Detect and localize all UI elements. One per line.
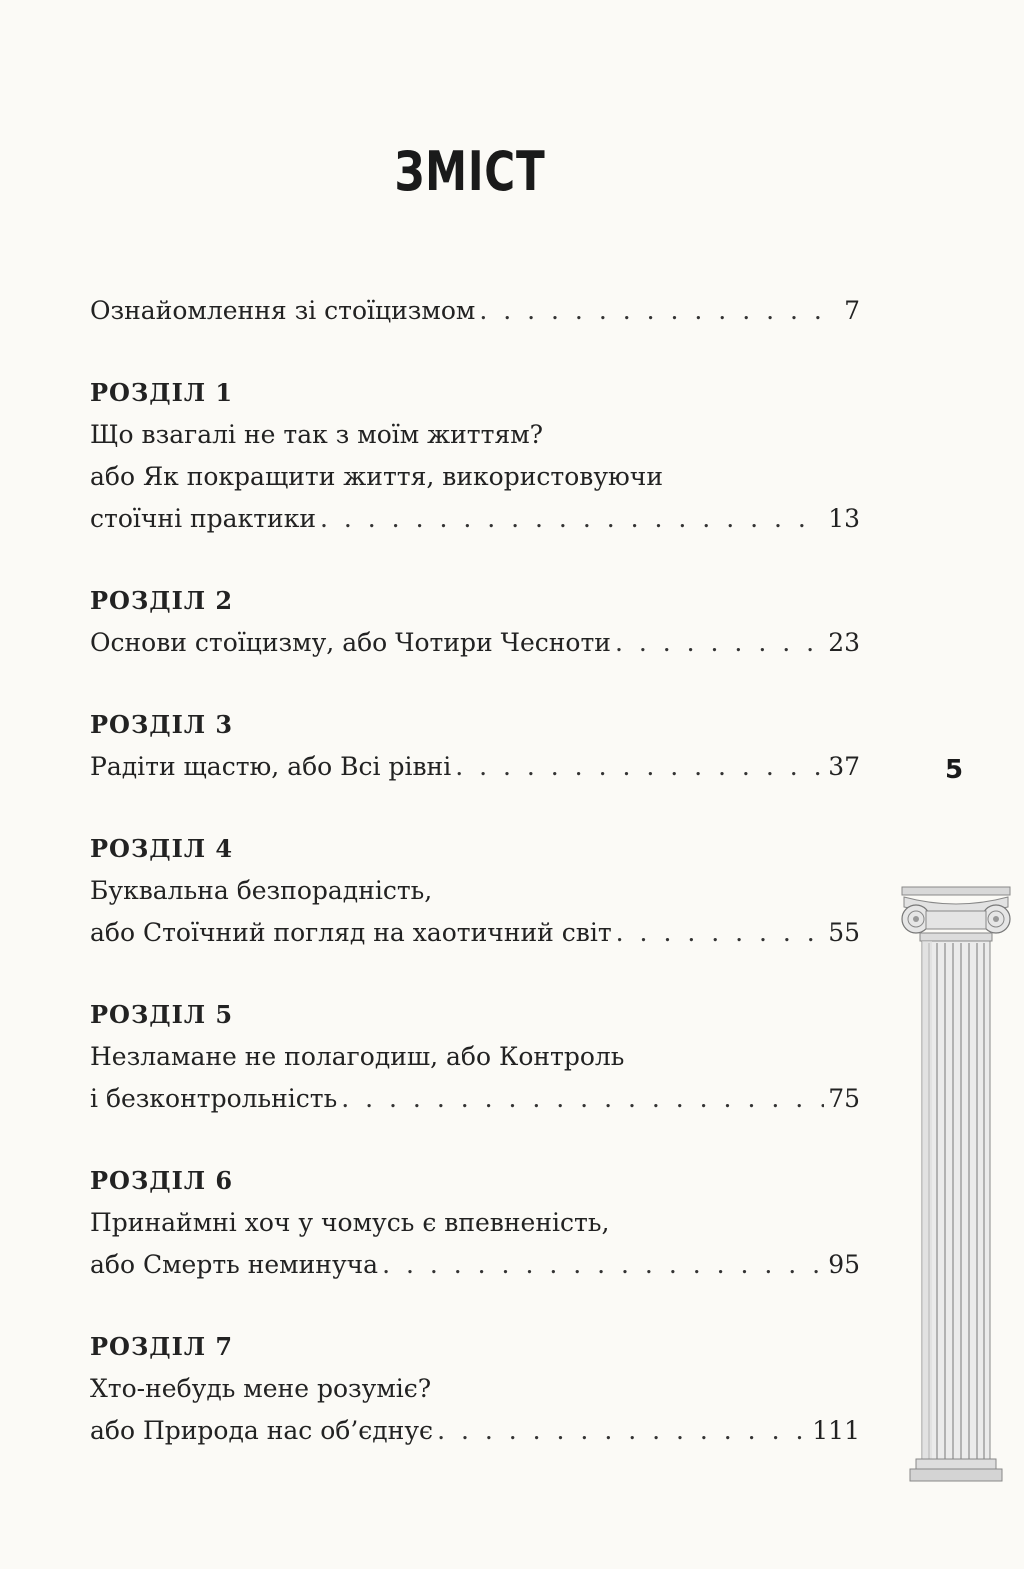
toc-chapter-6[interactable] (90, 1160, 860, 1286)
ionic-column-icon (896, 885, 1016, 1485)
toc-page-number: 95 (828, 1250, 860, 1279)
chapter-title-line: стоїчні практики (90, 504, 316, 533)
toc-chapter-5[interactable] (90, 994, 860, 1120)
chapter-title-line: або Смерть неминуча (90, 1250, 379, 1279)
chapter-label: РОЗДІЛ 3 (90, 710, 234, 739)
page-title: ЗМІСТ (394, 140, 546, 203)
chapter-label: РОЗДІЛ 4 (90, 834, 234, 863)
chapter-title-line: Основи стоїцизму, або Чотири Чесноти (90, 628, 611, 657)
toc-page-number: 13 (828, 504, 860, 533)
toc-chapter-4[interactable] (90, 828, 860, 954)
toc-page-number: 75 (828, 1084, 860, 1113)
chapter-title-line: Буквальна безпорадність, (90, 876, 433, 905)
chapter-label: РОЗДІЛ 5 (90, 1000, 234, 1029)
chapter-label: РОЗДІЛ 2 (90, 586, 234, 615)
toc-entry-line (90, 1244, 860, 1286)
chapter-title-line: Принаймні хоч у чомусь є впевненість, (90, 1208, 610, 1237)
chapter-title-line: Радіти щастю, або Всі рівні (90, 752, 452, 781)
chapter-title-line: і безконтрольність (90, 1084, 338, 1113)
dot-leader (479, 290, 840, 332)
chapter-title-line: або Природа нас об’єднує (90, 1416, 434, 1445)
toc-entry-line (90, 622, 860, 664)
chapter-label: РОЗДІЛ 1 (90, 378, 234, 407)
toc-entry-line (90, 1078, 860, 1120)
chapter-title-line: Хто-небудь мене розуміє? (90, 1374, 432, 1403)
toc-entry-line (90, 1410, 860, 1452)
table-of-contents (90, 290, 860, 1452)
toc-chapter-1[interactable] (90, 372, 860, 540)
dot-leader (455, 746, 824, 788)
dot-leader (341, 1078, 824, 1120)
toc-entry-line (90, 912, 860, 954)
dot-leader (437, 1410, 808, 1452)
toc-entry-intro[interactable] (90, 290, 860, 332)
dot-leader (615, 622, 824, 664)
toc-chapter-2[interactable] (90, 580, 860, 664)
dot-leader (320, 498, 824, 540)
toc-page-number: 37 (828, 752, 860, 781)
page-number: 5 (945, 755, 964, 785)
chapter-title-line: або Як покращити життя, використовуючи (90, 462, 663, 491)
dot-leader (382, 1244, 824, 1286)
dot-leader (616, 912, 825, 954)
toc-chapter-7[interactable] (90, 1326, 860, 1452)
toc-entry-title: Ознайомлення зі стоїцизмом (90, 296, 476, 325)
toc-entry-line (90, 498, 860, 540)
toc-page-number: 111 (812, 1416, 860, 1445)
chapter-title-line: Що взагалі не так з моїм життям? (90, 420, 544, 449)
toc-entry-line (90, 746, 860, 788)
toc-chapter-3[interactable] (90, 704, 860, 788)
toc-page-number: 7 (844, 296, 860, 325)
toc-page-number: 55 (828, 918, 860, 947)
toc-page-number: 23 (828, 628, 860, 657)
chapter-title-line: Незламане не полагодиш, або Контроль (90, 1042, 625, 1071)
chapter-title-line: або Стоїчний погляд на хаотичний світ (90, 918, 612, 947)
chapter-label: РОЗДІЛ 7 (90, 1332, 234, 1361)
chapter-label: РОЗДІЛ 6 (90, 1166, 234, 1195)
